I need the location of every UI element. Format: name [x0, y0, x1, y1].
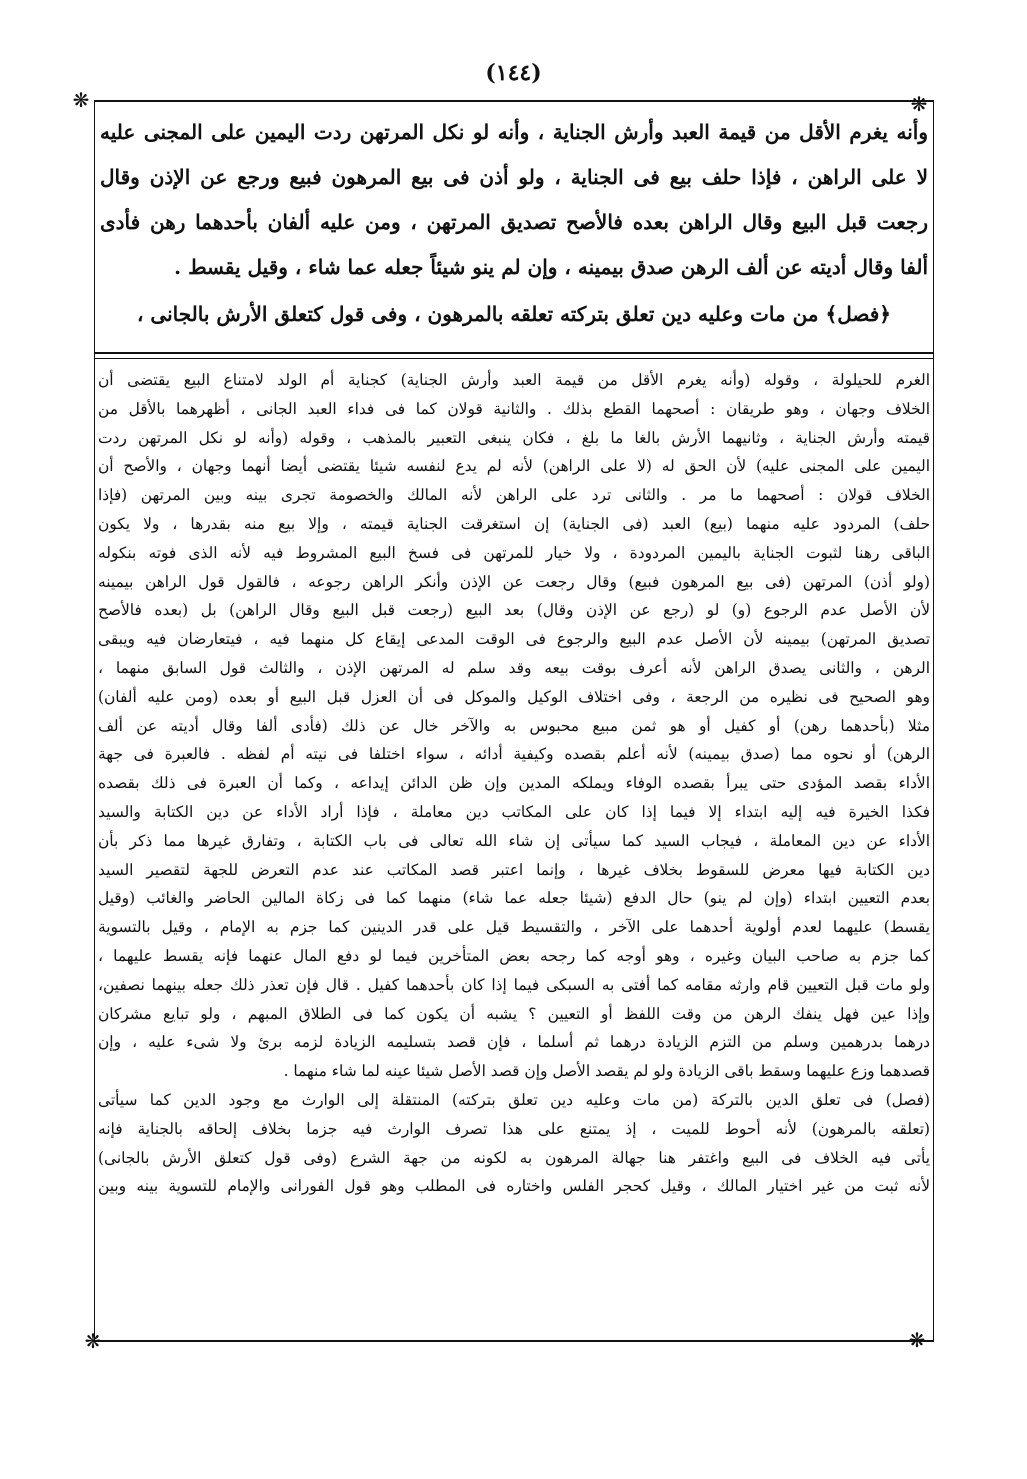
- left-margin-line: [94, 100, 95, 1340]
- sharh-line: يأتى فيه الخلاف فى البيع واغتفر هنا جهالة المرهون به لكونه من جهة الشرع (وفى قول كتعلق الأرش بالجانى): [98, 1148, 930, 1167]
- sharh-line: يقسط) عليهما لعدم أولوية أحدهما على الآخر ، والتقسيط قيل على قدر الدينين كما جزم به الإمام ، وقيل بالتسوية: [98, 918, 930, 937]
- sharh-line: الخلاف قولان : أصحهما ما مر . والثانى ترد على الراهن لأنه المالك والخصومة تجرى بينه وبين المرتهن (فإذا: [98, 486, 930, 505]
- sharh-line: بعدم التعيين ابتداء (وإن لم ينو) حال الدفع (شيئا جعله عما شاء) منهما كما فى زكاة المالين الحاضر والغائب (وقيل: [98, 889, 930, 908]
- matn-line: ألفا وقال أديته عن ألف الرهن صدق بيمينه ، وإن لم ينو شيئاً جعله عما شاء ، وقيل يقسط .: [174, 255, 928, 279]
- matn-line: وأنه يغرم الأقل من قيمة العبد وأرش الجناية ، وأنه لو نكل المرتهن ردت اليمين على المجنى عليه: [100, 120, 928, 144]
- sharh-line: لأن الأصل عدم الرجوع (و) لو (رجع عن الإذن وقال) بعد البيع (رجعت قبل البيع وقال الراهن) بل (بعده فالأصح: [98, 601, 930, 620]
- flower-ornament-icon: ❋: [72, 88, 90, 112]
- sharh-line: الغرم للحيلولة ، وقوله (وأنه يغرم الأقل من قيمة العبد وأرش الجناية) كجناية أم الولد لامتناع البيع يقتضى أن: [98, 371, 930, 389]
- matn-sharh-divider: [94, 352, 934, 354]
- right-margin-line: [933, 100, 934, 1340]
- sharh-line: (ولو أذن) المرتهن (فى بيع المرهون فبيع) وقال رجعت عن الإذن وأنكر الراهن رجوعه ، فالقول قول الراهن بيمينه: [98, 572, 930, 591]
- matn-line: رجعت قبل البيع وقال الراهن بعده فالأصح تصديق المرتهن ، ومن عليه ألفان بأحدهما رهن فأدى: [100, 210, 928, 234]
- matn-line: لا على الراهن ، فإذا حلف بيع فى الجناية ، ولو أذن فى بيع المرهون فبيع ورجع عن الإذن وقال: [100, 165, 928, 189]
- top-rule: [94, 100, 934, 102]
- sharh-line: قيمته وأرش الجناية ، وثانيهما الأرش بالغا ما بلغ ، فكان ينبغى التعبير بالمذهب ، وقوله (وأنه لو نكل المرتهن ردت: [98, 428, 930, 447]
- sharh-line: وإذا عين فهل ينفك الرهن من وقت اللفظ أو التعيين ؟ يشبه أن يكون كما فى الطلاق المبهم ، ولو تبايع مشركان: [98, 1004, 930, 1023]
- sharh-line: الباقى رهنا لثبوت الجناية باليمين المردودة ، ولا خيار للمرتهن فى فسخ البيع المشروط فيه لأنه الذى فوته بنكوله: [98, 543, 930, 562]
- sharh-commentary: [98, 366, 930, 1201]
- sharh-line: درهما بدرهمين وسلم من التزم الزيادة درهما ثم أسلما ، فإن قصد بتسليمه الزيادة لزمه برئ ولا شىء عليه ، وإن: [98, 1033, 930, 1052]
- sharh-line: ولو مات قبل التعيين قام وارثه مقامه كما أفتى به السبكى فيما إذا كان بأحدهما كفيل . قال فإن تعذر ذلك جعله بينهما نصفين،: [98, 975, 930, 994]
- flower-ornament-icon: ❋: [908, 1328, 926, 1352]
- section-heading: ﴿فصل﴾ من مات وعليه دين تعلق بتركته تعلقه بالمرهون ، وفى قول كتعلق الأرش بالجانى ،: [137, 302, 891, 326]
- bottom-rule: [94, 1340, 934, 1342]
- sharh-line: اليمين على المجنى عليه) لأن الحق له (لا على الراهن) لأنه لم يدع لنفسه شيئا يقتضى أيضا أنهما وجهان ، والأصح أن: [98, 457, 930, 476]
- sharh-line: الخلاف وجهان ، وهو طريقان : أصحهما القطع بذلك . والثانية قولان كما فى فداء العبد الجانى ، أظهرهما بالأقل من: [98, 399, 930, 418]
- sharh-line: (فصل) فى تعلق الدين بالتركة (من مات وعليه دين تعلق بتركته) المنتقلة إلى الوارث مع وجود الدين كما سيأتى: [98, 1090, 930, 1109]
- sharh-line: الأداء عن دين المعاملة ، فيجاب السيد كما سيأتى إن شاء الله تعالى فى باب الكتابة ، وتفارق غيرها مما ذكر بأن: [98, 831, 930, 850]
- sharh-line: الأداء بقصد المؤدى حتى يبرأ بقصده الوفاء ويملكه المدين وإن ظن الدائن إيداعه ، وكما أن العبرة فى ذلك بقصده: [98, 774, 930, 793]
- sharh-line: فكذا الخيرة فيه إليه ابتداء إلا فيما إذا كان على المكاتب دين معاملة ، فإذا أراد الأداء عن دين الكتابة والسيد: [98, 802, 930, 821]
- sharh-line: قصدهما وزع عليهما وسقط باقى الزيادة ولو لم يقصد الأصل وإن قصد الأصل شيئا عينه لما شاء منهما .: [283, 1062, 930, 1081]
- page-number: (١٤٤): [485, 60, 542, 86]
- sharh-line: تصديق المرتهن) بيمينه لأن الأصل عدم البيع والرجوع فى الوقت المدعى إيقاع كل منهما فيه ، فيتعارضان فيه ويبقى: [98, 630, 930, 649]
- flower-ornament-icon: ❋: [910, 92, 928, 116]
- sharh-line: دين الكتابة فيها معرض للسقوط بخلاف غيرها ، وإنما اعتبر قصد المكاتب عند عدم التعرض للجهة لتقصير السيد: [98, 860, 930, 879]
- sharh-line: لأنه ثبت من غير اختيار المالك ، وقيل كحجر الفلس واختاره فى المطلب وهو قول الفورانى والإمام للتسوية بينه وبين: [98, 1177, 930, 1196]
- sharh-line: وهو الصحيح فى نظيره من الرجعة ، وفى اختلاف الوكيل والموكل فى أن العزل قبل البيع أو بعده (ومن عليه ألفان): [98, 687, 930, 706]
- sharh-line: كما جزم به صاحب البيان وغيره ، وهو أوجه كما رجحه بعض المتأخرين فيما لو دفع المال عنهما فإنه يقسط عليهما ،: [98, 946, 930, 965]
- matn-text: [100, 110, 928, 334]
- sharh-line: حلف) المردود عليه منهما (بيع) العبد (فى الجناية) إن استغرقت الجناية قيمته ، وإلا بيع منه بقدرها ، ولا يكون: [98, 514, 930, 533]
- flower-ornament-icon: ❋: [84, 1329, 102, 1353]
- sharh-line: (تعلقه بالمرهون) لأنه أحوط للميت ، إذ يمتنع على هذا تصرف الوارث فيه جزما بخلاف إلحاقه بالجناية فإنه: [98, 1119, 930, 1138]
- sharh-line: الرهن) أو نحوه مما (صدق بيمينه) لأنه أعلم بقصده وكيفية أدائه ، سواء اختلفا فى نيته أم لفظه . فالعبرة فى جهة: [98, 745, 930, 764]
- sharh-line: مثلا (بأحدهما رهن) أو كفيل أو هو ثمن مبيع محبوس به والآخر خال عن ذلك (فأدى ألفا وقال أديته عن ألف: [98, 716, 930, 735]
- sharh-line: الرهن ، والثانى يصدق الراهن لأنه أعرف بوقت بيعه وقد سلم له المرتهن الإذن ، والثالث قول السابق منهما ،: [98, 658, 930, 677]
- matn-sharh-divider-inner: [94, 358, 934, 359]
